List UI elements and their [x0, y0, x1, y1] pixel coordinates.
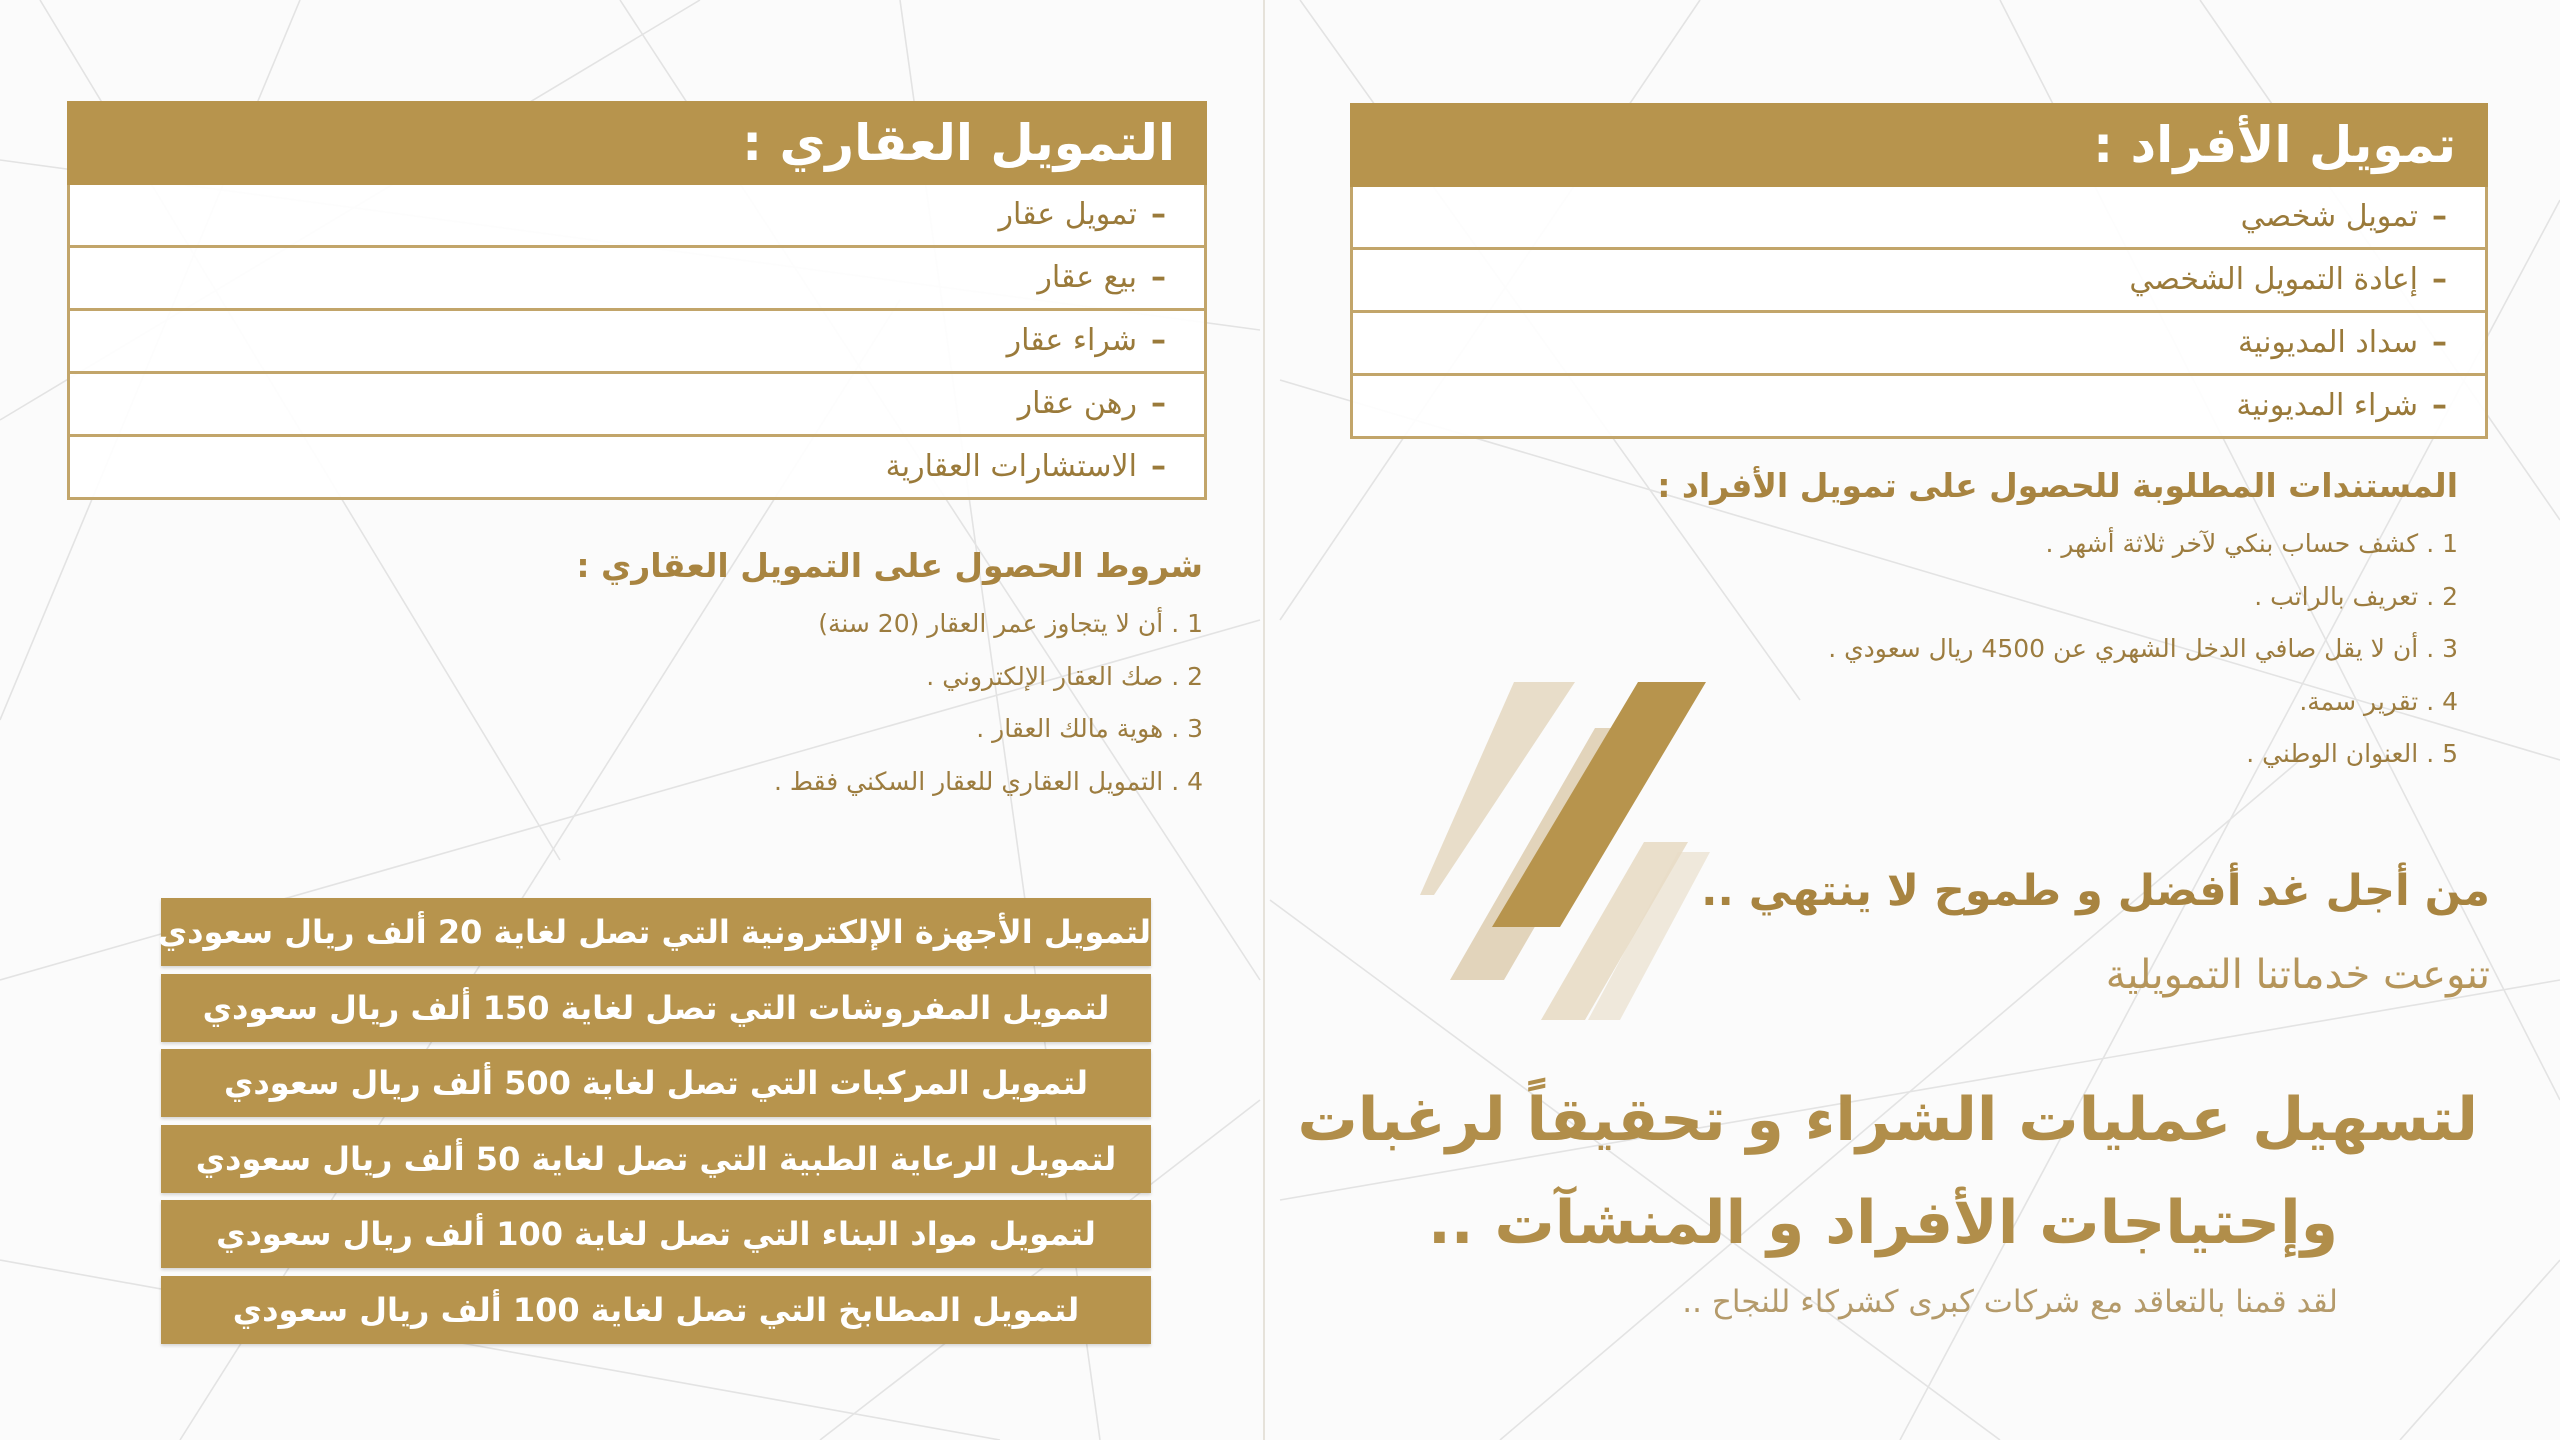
finance-offer-bar: لتمويل المفروشات التي تصل لغاية 150 ألف ريال سعودي [161, 974, 1151, 1042]
item-number: 5 . [2426, 739, 2458, 768]
list-item-label: الاستشارات العقارية [885, 449, 1137, 484]
list-item-label: شراء عقار [1006, 323, 1137, 358]
item-text: تعريف بالراتب . [2254, 581, 2419, 611]
real-estate-finance-panel [67, 101, 1207, 500]
diagonal-stripes-logo-icon [1420, 682, 1710, 1020]
list-item-label: إعادة التمويل الشخصي [2129, 262, 2418, 297]
item-text: العنوان الوطني . [2246, 739, 2419, 768]
finance-offer-bar: لتمويل مواد البناء التي تصل لغاية 100 ألف ريال سعودي [161, 1200, 1151, 1268]
item-number: 2 . [2426, 581, 2458, 611]
finance-offer-bar: لتمويل المركبات التي تصل لغاية 500 ألف ريال سعودي [161, 1049, 1151, 1117]
dash-icon: – [2432, 388, 2447, 423]
list-item [774, 651, 1203, 704]
item-text: أن لا يقل صافي الدخل الشهري عن 4500 ريال سعودي . [1828, 634, 2419, 663]
list-item [1353, 247, 2485, 310]
item-number: 4 . [1171, 766, 1203, 796]
list-item-label: سداد المديونية [2237, 325, 2418, 360]
list-item [70, 308, 1204, 371]
list-item-label: رهن عقار [1017, 386, 1137, 421]
real-estate-finance-list [67, 185, 1207, 500]
list-item [1828, 571, 2458, 624]
list-item-label: تمويل شخصي [2240, 199, 2418, 234]
list-item [774, 703, 1203, 756]
individual-finance-panel [1350, 103, 2488, 439]
item-text: هوية مالك العقار . [976, 714, 1164, 743]
conditions-list [774, 598, 1203, 808]
dash-icon: – [1151, 386, 1166, 421]
list-item [70, 185, 1204, 245]
item-number: 4 . [2426, 686, 2458, 716]
dash-icon: – [1151, 260, 1166, 295]
finance-offer-bar: لتمويل الأجهزة الإلكترونية التي تصل لغاية 20 ألف ريال سعودي [161, 898, 1151, 966]
dash-icon: – [2432, 325, 2447, 360]
list-item [70, 245, 1204, 308]
item-text: كشف حساب بنكي لآخر ثلاثة أشهر . [2045, 529, 2419, 558]
mission-headline-line2: وإحتياجات الأفراد و المنشآت .. [1427, 1188, 2338, 1258]
individual-finance-title: تمويل الأفراد : [1350, 103, 2488, 187]
finance-offers-list [157, 898, 1151, 1351]
item-number: 3 . [1171, 714, 1203, 743]
list-item [774, 756, 1203, 809]
list-item [1353, 187, 2485, 247]
mission-partners-note: لقد قمنا بالتعاقد مع شركات كبرى كشركاء للنجاح .. [1682, 1284, 2338, 1320]
finance-offer-bar: لتمويل الرعاية الطبية التي تصل لغاية 50 ألف ريال سعودي [161, 1125, 1151, 1193]
documents-list [1828, 518, 2458, 781]
list-item [1828, 518, 2458, 571]
dash-icon: – [2432, 262, 2447, 297]
item-text: صك العقار الإلكتروني . [926, 661, 1164, 691]
list-item [70, 434, 1204, 497]
item-text: تقرير سمة. [2299, 686, 2419, 716]
real-estate-finance-title: التمويل العقاري : [67, 101, 1207, 185]
tagline-secondary: تنوعت خدماتنا التمويلية [2105, 952, 2490, 998]
list-item [1828, 728, 2458, 781]
list-item-label: تمويل عقار [998, 197, 1137, 232]
item-number: 3 . [2426, 634, 2458, 663]
item-text: التمويل العقاري للعقار السكني فقط . [773, 766, 1164, 796]
finance-offer-bar: لتمويل المطابخ التي تصل لغاية 100 ألف ريال سعودي [161, 1276, 1151, 1344]
mission-headline-line1: لتسهيل عمليات الشراء و تحقيقاً لرغبات [1297, 1085, 2478, 1155]
list-item [1353, 373, 2485, 436]
dash-icon: – [1151, 449, 1166, 484]
dash-icon: – [1151, 323, 1166, 358]
tagline-primary: من أجل غد أفضل و طموح لا ينتهي .. [1701, 866, 2490, 916]
item-number: 1 . [2426, 529, 2458, 558]
item-number: 2 . [1171, 661, 1203, 691]
individual-finance-list [1350, 187, 2488, 439]
item-number: 1 . [1171, 609, 1203, 638]
dash-icon: – [1151, 197, 1166, 232]
list-item [774, 598, 1203, 651]
list-item [70, 371, 1204, 434]
list-item [1353, 310, 2485, 373]
item-text: أن لا يتجاوز عمر العقار (20 سنة) [818, 609, 1164, 638]
list-item-label: شراء المديونية [2236, 388, 2418, 423]
documents-title: المستندات المطلوبة للحصول على تمويل الأفراد : [1657, 466, 2458, 505]
list-item [1828, 623, 2458, 676]
list-item-label: بيع عقار [1037, 260, 1137, 295]
list-item [1828, 676, 2458, 729]
dash-icon: – [2432, 199, 2447, 234]
page-fold-divider [1263, 0, 1265, 1440]
conditions-title: شروط الحصول على التمويل العقاري : [576, 546, 1203, 585]
